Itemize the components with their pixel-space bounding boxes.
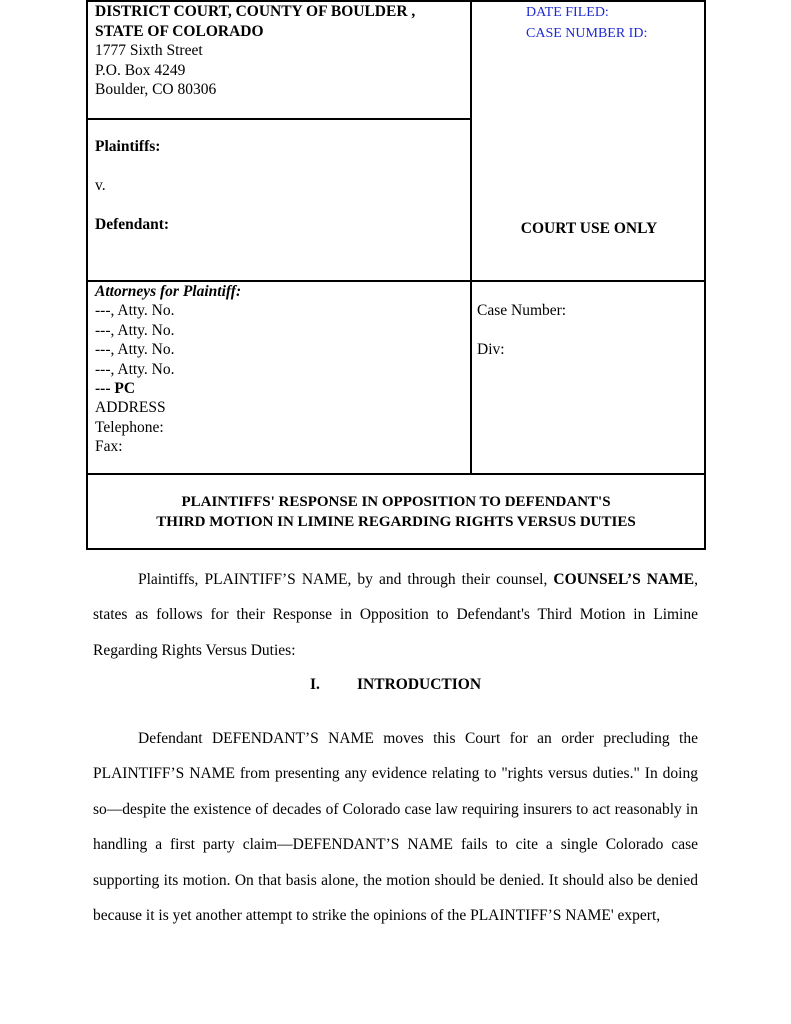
contact-line: Fax: bbox=[95, 438, 123, 456]
attorneys-label: Attorneys for Plaintiff: bbox=[95, 283, 242, 300]
case-number-label: Case Number: bbox=[477, 302, 567, 319]
section-number: I. bbox=[310, 676, 320, 693]
attorneys-block bbox=[95, 282, 241, 457]
caption-divider bbox=[88, 118, 470, 120]
opening-text: Plaintiffs, PLAINTIFF’S NAME, by and through their counsel, bbox=[138, 571, 554, 588]
case-number-id-field[interactable]: CASE NUMBER ID: bbox=[526, 26, 648, 41]
opening-paragraph bbox=[93, 562, 698, 668]
defendant-label: Defendant: bbox=[95, 216, 170, 233]
caption-divider bbox=[88, 473, 704, 475]
court-address-line: 1777 Sixth Street bbox=[95, 42, 203, 59]
div-label: Div: bbox=[477, 341, 505, 358]
section-title: INTRODUCTION bbox=[357, 676, 482, 693]
versus-label: v. bbox=[95, 177, 106, 194]
court-block bbox=[95, 2, 415, 100]
section-heading bbox=[310, 676, 481, 694]
attorney-line: ---, Atty. No. bbox=[95, 341, 175, 359]
counsel-name: COUNSEL’S NAME bbox=[553, 571, 695, 588]
caption-table bbox=[86, 0, 706, 550]
date-filed-field[interactable]: DATE FILED: bbox=[526, 5, 609, 20]
court-address-line: P.O. Box 4249 bbox=[95, 61, 186, 79]
court-name-line: STATE OF COLORADO bbox=[95, 22, 264, 40]
attorney-line: ---, Atty. No. bbox=[95, 321, 175, 339]
document-title bbox=[88, 493, 704, 532]
court-address-line: Boulder, CO 80306 bbox=[95, 81, 217, 98]
title-line: THIRD MOTION IN LIMINE REGARDING RIGHTS VERSUS DUTIES bbox=[156, 513, 636, 530]
parties-block bbox=[95, 137, 169, 254]
caption-vertical-divider bbox=[470, 2, 472, 474]
opening-text-end: , states as follows for their Response in Opposition to Defendant's Third Motion in Limine Regarding Rights Versus Duties: bbox=[93, 571, 699, 659]
plaintiffs-label: Plaintiffs: bbox=[95, 138, 161, 155]
case-number-block bbox=[477, 301, 566, 379]
attorney-line: ---, Atty. No. bbox=[95, 360, 175, 378]
filing-fields bbox=[526, 2, 647, 44]
court-use-only-label: COURT USE ONLY bbox=[520, 220, 658, 237]
contact-line: Telephone: bbox=[95, 418, 164, 436]
attorney-line: ---, Atty. No. bbox=[95, 302, 175, 320]
title-line: PLAINTIFFS' RESPONSE IN OPPOSITION TO DEFENDANT'S bbox=[181, 494, 611, 510]
firm-name: --- PC bbox=[95, 380, 136, 398]
introduction-paragraph: Defendant DEFENDANT’S NAME moves this Court for an order precluding the PLAINTIFF’S NAME from presenting any evidence relating to "rights versus duties." In doing so—despite the existence of decades of Colorado case law requiring insurers to act reasonably in handling a first party claim—DEFENDANT’S NAME fails to cite a single Colorado case supporting its motion. On that basis alone, the motion should be denied. It should also be denied because it is yet another attempt to strike the opinions of the PLAINTIFF’S NAME' expert, bbox=[93, 730, 698, 925]
contact-line: ADDRESS bbox=[95, 399, 166, 417]
court-name-line: DISTRICT COURT, COUNTY OF BOULDER , bbox=[95, 3, 416, 20]
